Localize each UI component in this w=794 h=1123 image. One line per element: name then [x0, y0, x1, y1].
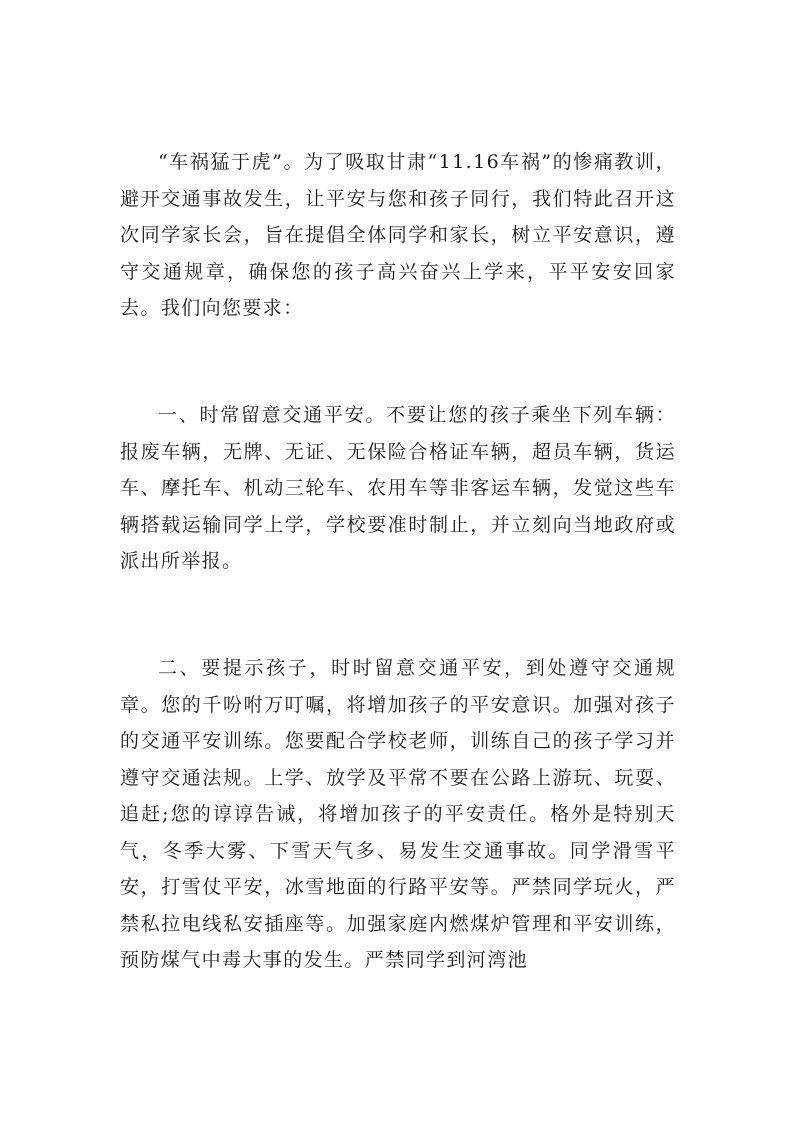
paragraph-intro: “车祸猛于虎”。为了吸取甘肃“11.16车祸”的惨痛教训，避开交通事故发生，让平安与您和孩子同行，我们特此召开这次同学家长会，旨在提倡全体同学和家长，树立平安意识，遵守交通规章，确保您的孩子高兴奋兴上学来，平平安安回家去。我们向您要求：: [120, 151, 676, 319]
paragraph-point-one: 一、时常留意交通平安。不要让您的孩子乘坐下列车辆：报废车辆，无牌、无证、无保险合格证车辆，超员车辆，货运车、摩托车、机动三轮车、农用车等非客运车辆，发觉这些车辆搭载运输同学上学，学校要准时制止，并立刻向当地政府或派出所举报。: [120, 404, 676, 572]
paragraph-point-two: 二、要提示孩子，时时留意交通平安，到处遵守交通规章。您的千吩咐万叮嘱，将增加孩子的平安意识。加强对孩子的交通平安训练。您要配合学校老师，训练自己的孩子学习并遵守交通法规。上学、放学及平常不要在公路上游玩、玩耍、追赶;您的谆谆告诫，将增加孩子的平安责任。格外是特别天气，冬季大雾、下雪天气多、易发生交通事故。同学滑雪平安，打雪仗平安，冰雪地面的行路平安等。严禁同学玩火，严禁私拉电线私安插座等。加强家庭内燃煤炉管理和平安训练，预防煤气中毒大事的发生。严禁同学到河湾池: [120, 657, 676, 971]
